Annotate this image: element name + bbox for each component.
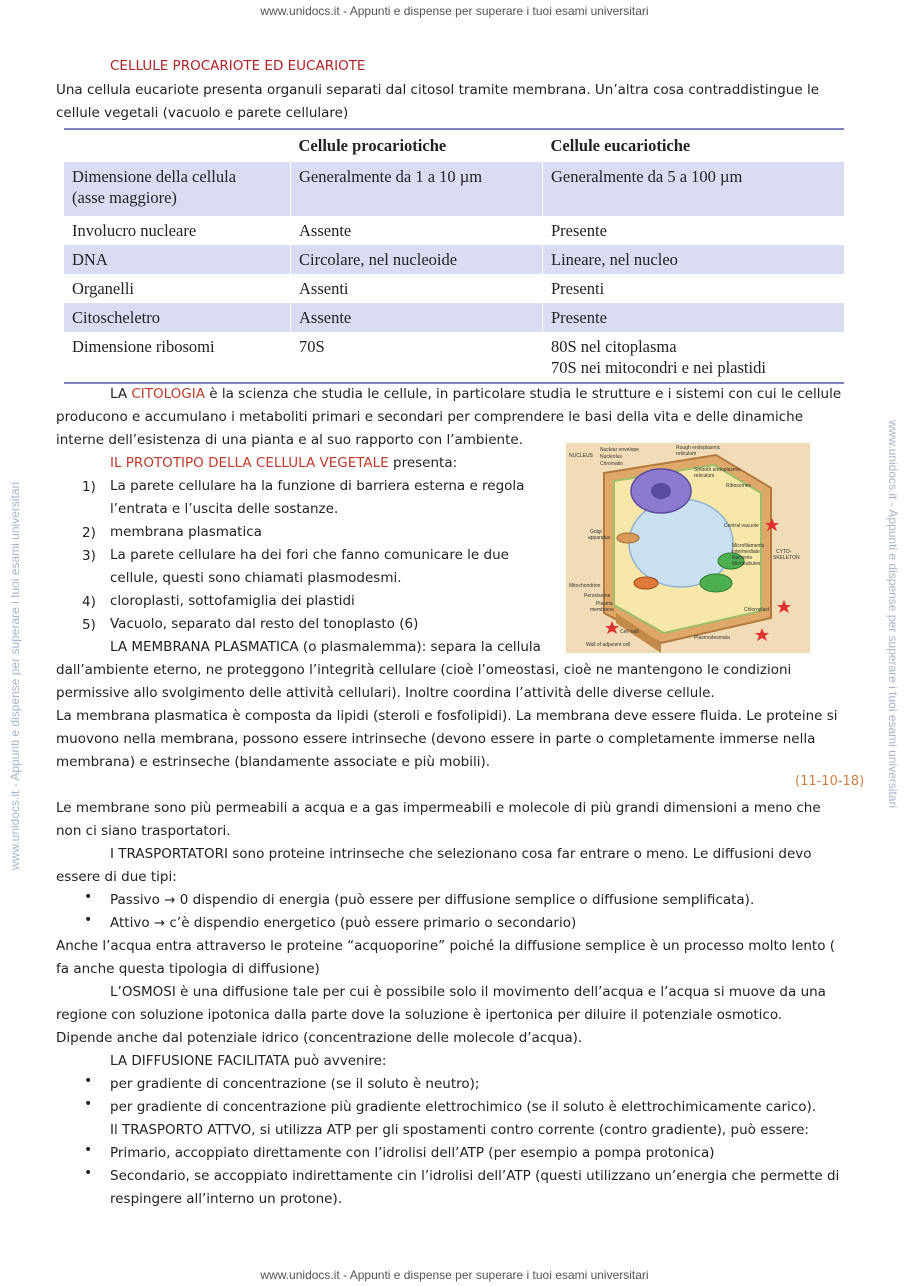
membrana-line-6: membrana) e estrinseche (blandamente associate e più mobili). [56,754,491,770]
figure-label: SKELETON [773,555,800,561]
table-cell: Lineare, nel nucleo [543,245,845,274]
prototipo-term: IL PROTOTIPO DELLA CELLULA VEGETALE [110,455,389,471]
figure-label: filaments [732,555,753,561]
membrana-line-1: LA MEMBRANA PLASMATICA (o plasmalemma): separa la cellula [110,639,541,655]
membrana-line-3: permissive allo svolgimento delle attività cellulari). Inoltre coordina l’attività delle diverse cellule. [56,685,715,701]
table-row [64,162,844,216]
bullet: • [84,1096,93,1112]
list-item: per gradiente di concentrazione più gradiente elettrochimico (se il soluto è elettrochimicamente carico). [110,1099,817,1115]
figure-label: Smooth endoplasmic [694,467,741,473]
citologia-rest: è la scienza che studia le cellule, in particolare studia le strutture e i sistemi con cui le cellule [204,386,842,402]
acqua-line-1: Anche l’acqua entra attraverso le proteine “acquoporine” poiché la diffusione semplice è un processo molto lento ( [56,938,836,954]
membrana-line-5: muovono nella membrana, possono essere intrinseche (devono essere in parte o completamente immerse nella [56,731,816,747]
bullet: • [84,1165,93,1181]
table-cell: 80S nel citoplasma 70S nei mitocondri e nei plastidi [543,332,845,383]
figure-label: Rough endoplasmic [676,445,721,451]
figure-label: Microfilaments [732,543,765,549]
table-cell: Citoscheletro [64,303,291,332]
list-number: 5) [82,617,96,633]
list-item: l’entrata e l’uscita delle sostanze. [110,501,339,517]
figure-label: Chloroplast [744,607,770,613]
list-number: 4) [82,594,96,610]
figure-label: NUCLEUS [569,453,593,459]
figure-label: Ribosomes [726,483,752,489]
plant-cell-diagram [566,443,810,653]
list-item: respingere all’interno un protone). [110,1191,343,1207]
list-item: Vacuolo, separato dal resto del tonoplasto (6) [110,616,419,632]
list-item: Primario, accoppiato direttamente con l’idrolisi dell’ATP (per esempio a pompa protonica) [110,1145,715,1161]
table-row [64,216,844,245]
table-cell: Presenti [543,274,845,303]
table-cell: Presente [543,303,845,332]
membrana-line-2: dall’ambiente eterno, ne proteggono l’integrità cellulare (cioè l’omeostasi, cioè ne mantengono le condizioni [56,662,792,678]
figure-label: Central vacuole [724,523,759,529]
table-cell: 70S [291,332,543,383]
table-row [64,303,844,332]
side-watermark-left: www.unidocs.it - Appunti e dispense per superare i tuoi esami universitari [8,481,22,870]
table-cell: Generalmente da 5 a 100 µm [543,162,845,216]
acqua-line-2: fa anche questa tipologia di diffusione) [56,961,320,977]
list-item: La parete cellulare ha la funzione di barriera esterna e regola [110,478,525,494]
list-item: Secondario, se accoppiato indirettamente cin l’idrolisi dell’ATP (questi utilizzano un’energia che permette di [110,1168,840,1184]
figure-label: Cell wall [620,629,639,635]
figure-label: Nucleolus [600,454,622,460]
membrana-line-4: La membrana plasmatica è composta da lipidi (steroli e fosfolipidi). La membrana deve essere fluida. Le proteine si [56,708,838,724]
table-cell: Assente [291,303,543,332]
facilitata-heading: LA DIFFUSIONE FACILITATA può avvenire: [110,1053,387,1069]
list-number: 3) [82,548,96,564]
citologia-term: CITOLOGIA [131,386,205,402]
footer-watermark: www.unidocs.it - Appunti e dispense per superare i tuoi esami universitari [260,1268,649,1282]
list-number: 1) [82,479,96,495]
prototipo-heading [110,452,457,475]
figure-label: apparatus [588,535,611,541]
table-row [64,332,844,383]
table-cell: Dimensione della cellula (asse maggiore) [64,162,291,216]
table-cell: Organelli [72,279,135,298]
citologia-line-1 [110,383,841,406]
bullet: • [84,889,93,905]
intro-line-1: Una cellula eucariote presenta organuli separati dal citosol tramite membrana. Un’altra cosa contraddistingue le [56,82,820,98]
figure-label: Wall of adjacent cell [586,642,631,648]
citologia-line-3: interne dell’esistenza di una pianta e al suo rapporto con l’ambiente. [56,432,523,448]
trasporto-attivo-line: Il TRASPORTO ATTVO, si utilizza ATP per gli spostamenti contro corrente (contro gradiente), può essere: [110,1122,809,1138]
figure-label: Nuclear envelope [600,447,639,453]
figure-label: membrane [590,607,614,613]
trasportatori-line-1: I TRASPORTATORI sono proteine intrinseche che selezionano cosa far entrare o meno. Le diffusioni devo [110,846,812,862]
table-header-row [64,129,844,162]
table-header-cell: Cellule procariotiche [291,129,543,162]
table-cell: Assenti [291,274,543,303]
figure-label: Plasmodesmata [694,635,730,641]
table-cell: Circolare, nel nucleoide [291,245,543,274]
permeabili-line-1: Le membrane sono più permeabili a acqua e a gas impermeabili e molecole di più grandi dimensioni a meno che [56,800,821,816]
prototipo-rest: presenta: [388,455,458,471]
header-watermark: www.unidocs.it - Appunti e dispense per superare i tuoi esami universitari [260,4,649,18]
bullet: • [84,1073,93,1089]
trasportatori-line-2: essere di due tipi: [56,869,177,885]
list-item: per gradiente di concentrazione (se il soluto è neutro); [110,1076,480,1092]
lecture-date: (11-10-18) [795,774,865,789]
figure-label: Chromatin [600,461,624,467]
list-item: cellule, questi sono chiamati plasmodesmi. [110,570,402,586]
list-item: Attivo → c’è dispendio energetico (può essere primario o secondario) [110,915,577,931]
list-item: cloroplasti, sottofamiglia dei plastidi [110,593,355,609]
table-row [64,245,844,274]
table-header-cell [64,129,291,162]
figure-label: reticulum [694,473,715,479]
osmosi-line-2: regione con soluzione ipotonica dalla parte dove la soluzione è ipertonica per diluire il potenziale osmotico. [56,1007,783,1023]
figure-label: Peroxisome [584,593,611,599]
table-cell: Generalmente da 1 a 10 µm [291,162,543,216]
figure-label: Golgi [590,529,602,535]
table-cell: Involucro nucleare [72,221,197,240]
table-header-cell: Cellule eucariotiche [543,129,845,162]
figure-label: Mitochondrion [569,583,601,589]
table-row [64,274,844,303]
figure-label: reticulum [676,451,697,457]
permeabili-line-2: non ci siano trasportatori. [56,823,231,839]
intro-line-2: cellule vegetali (vacuolo e parete cellulare) [56,105,349,121]
citologia-prefix: LA [110,386,132,402]
figure-label: CYTO- [776,549,792,555]
list-item: Passivo → 0 dispendio di energia (può essere per diffusione semplice o diffusione semplificata). [110,892,755,908]
osmosi-line-3: Dipende anche dal potenziale idrico (concentrazione delle molecole d’acqua). [56,1030,583,1046]
osmosi-line-1: L’OSMOSI è una diffusione tale per cui è possibile solo il movimento dell’acqua e l’acqua si muove da una [110,984,826,1000]
bullet: • [84,1142,93,1158]
list-number: 2) [82,525,96,541]
table-cell: Presente [543,216,845,245]
bullet: • [84,912,93,928]
citologia-line-2: producono e accumulano i metaboliti primari e secondari per comprendere le basi della vita e delle dinamiche [56,409,803,425]
figure-label: Microtubules [732,561,761,567]
comparison-table [64,128,844,384]
side-watermark-right: www.unidocs.it - Appunti e dispense per superare i tuoi esami universitari [886,420,900,809]
section-title: CELLULE PROCARIOTE ED EUCARIOTE [110,58,366,74]
table-cell: Dimensione ribosomi [64,332,291,383]
list-item: membrana plasmatica [110,524,262,540]
list-item: La parete cellulare ha dei fori che fanno comunicare le due [110,547,509,563]
table-cell: DNA [64,245,291,274]
table-cell: Assente [291,216,543,245]
figure-label: Intermediate [732,549,760,555]
figure-label: Plasma [596,601,613,607]
